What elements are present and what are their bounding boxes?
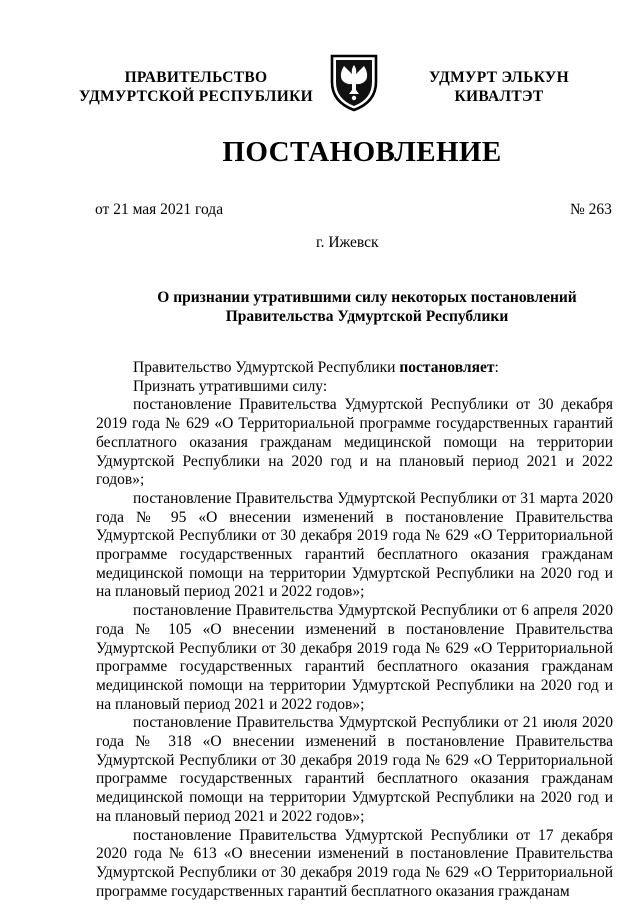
resolution-item: постановление Правительства Удмуртской Республики от 6 апреля 2020 года № 105 «О внесении изменений в постановление Правительства Удмуртской Республики от 30 декабря 2019 года № 629 «О Территориальной программе государственных гарантий бесплатного оказания гражданам медицинской помощи на территории Удмуртской Республики на 2020 год и на плановый период 2021 и 2022 годов»; [96, 602, 613, 713]
document-title: ПОСТАНОВЛЕНИЕ [222, 136, 502, 168]
resolution-item: постановление Правительства Удмуртской Республики от 30 декабря 2019 года № 629 «О Территориальной программе государственных гарантий бесплатного оказания гражданам медицинской помощи на территории Удмуртской Республики на 2020 год и на плановый период 2021 и 2022 годов»; [96, 396, 613, 489]
document-body [96, 359, 613, 901]
document-subject-line1: О признании утратившими силу некоторых постановлений [157, 289, 577, 306]
declare-paragraph: Признать утратившими силу: [133, 377, 328, 395]
government-header-ru-line1: ПРАВИТЕЛЬСТВО [124, 69, 268, 86]
intro-colon: : [494, 359, 499, 376]
document-city: г. Ижевск [316, 234, 379, 251]
resolution-item: постановление Правительства Удмуртской Республики от 31 марта 2020 года № 95 «О внесении изменений в постановление Правительства Удмуртской Республики от 30 декабря 2019 года № 629 «О Территориальной программе государственных гарантий бесплатного оказания гражданам медицинской помощи на территории Удмуртской Республики на 2020 год и на плановый период 2021 и 2022 годов»; [96, 489, 613, 601]
document-number: № 263 [570, 201, 612, 218]
resolution-item: постановление Правительства Удмуртской Республики от 17 декабря 2020 года № 613 «О внесении изменений в постановление Правительства Удмуртской Республики от 30 декабря 2019 года № 629 «О Территориальной программе государственных гарантий бесплатного оказания гражданам [96, 826, 613, 900]
udmurt-coat-of-arms-icon [328, 52, 380, 112]
document-subject-line2: Правительства Удмуртской Республики [225, 308, 509, 325]
government-header-udm-line2: КИВАЛТЭТ [454, 88, 544, 105]
government-header-udm-line1: УДМУРТ ЭЛЬКУН [429, 69, 569, 86]
government-header-ru [78, 68, 314, 106]
intro-text: Правительство Удмуртской Республики [133, 359, 400, 376]
resolution-item: постановление Правительства Удмуртской Республики от 21 июля 2020 года № 318 «О внесении изменений в постановление Правительства Удмуртской Республики от 30 декабря 2019 года № 629 «О Территориальной программе государственных гарантий бесплатного оказания гражданам медицинской помощи на территории Удмуртской Республики на 2020 год и на плановый период 2021 и 2022 годов»; [96, 714, 613, 825]
intro-bold-verb: постановляет [399, 359, 495, 376]
intro-paragraph [96, 359, 613, 378]
government-header-ru-line2: УДМУРТСКОЙ РЕСПУБЛИКИ [78, 88, 313, 105]
document-subject [100, 288, 634, 326]
government-header-udm [412, 68, 586, 106]
document-date: от 21 мая 2021 года [95, 201, 224, 218]
